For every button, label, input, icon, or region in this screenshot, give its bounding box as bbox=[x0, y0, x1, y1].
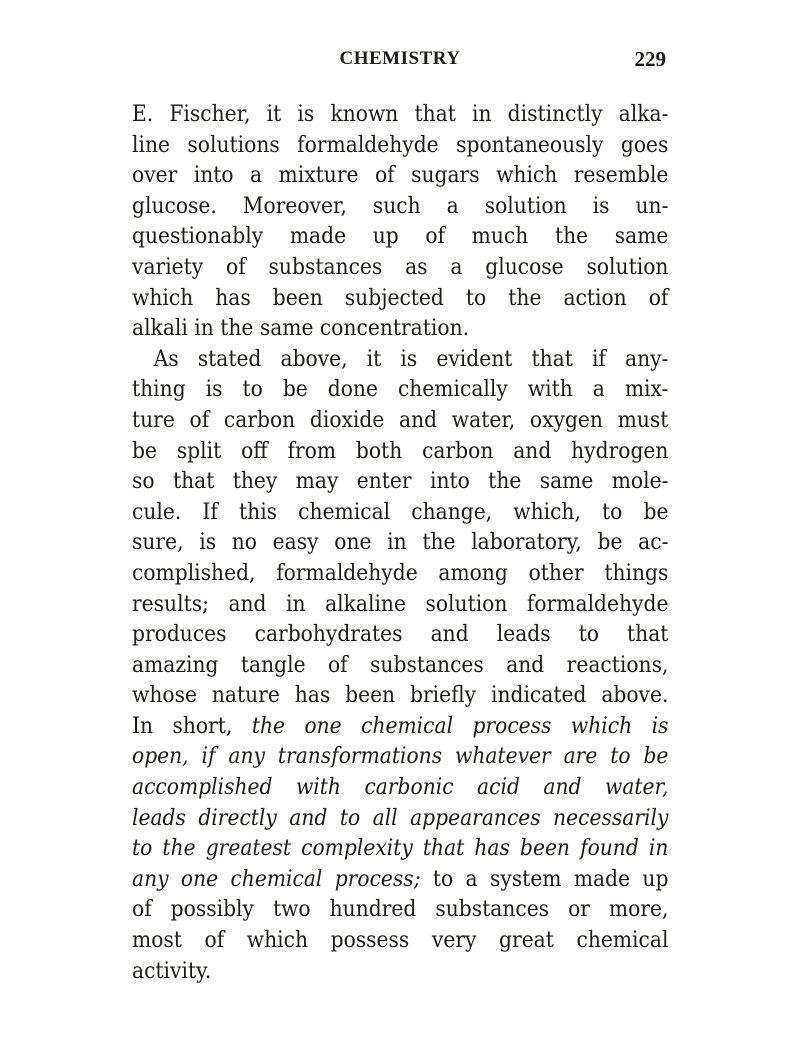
text-line bbox=[132, 803, 668, 834]
text-line bbox=[132, 497, 668, 528]
text-line bbox=[132, 191, 668, 222]
running-head bbox=[132, 38, 668, 78]
text-line bbox=[132, 558, 668, 589]
italic-text-segment: leads directly and to all appearances necessarily bbox=[132, 804, 669, 831]
text-line bbox=[132, 650, 668, 681]
text-line bbox=[132, 221, 668, 252]
body-text bbox=[132, 99, 668, 986]
text-segment: to a system made up bbox=[420, 865, 669, 892]
text-line bbox=[132, 283, 668, 314]
text-segment: glucose. Moreover, such a solution is un- bbox=[132, 192, 669, 219]
text-line bbox=[132, 772, 668, 803]
text-segment: questionably made up of much the same bbox=[132, 223, 669, 250]
text-segment: whose nature has been briefly indicated above. bbox=[132, 682, 669, 709]
text-line bbox=[132, 619, 668, 650]
text-line bbox=[132, 344, 668, 375]
text-line bbox=[132, 466, 668, 497]
text-segment: over into a mixture of sugars which resemble bbox=[132, 162, 669, 189]
italic-text-segment: accomplished with carbonic acid and water, bbox=[132, 774, 669, 801]
text-segment: ture of carbon dioxide and water, oxygen must bbox=[132, 406, 669, 433]
text-line bbox=[132, 741, 668, 772]
italic-text-segment: open, if any transformations whatever are to be bbox=[132, 743, 669, 770]
text-segment: sure, is no easy one in the laboratory, be ac- bbox=[132, 529, 669, 556]
text-segment: alkali in the same concentration. bbox=[132, 315, 470, 342]
running-title: CHEMISTRY bbox=[339, 48, 461, 69]
text-line bbox=[132, 864, 668, 895]
text-segment: variety of substances as a glucose solution bbox=[132, 253, 669, 280]
text-segment: complished, formaldehyde among other things bbox=[132, 559, 669, 586]
text-line bbox=[132, 160, 668, 191]
text-segment: cule. If this chemical change, which, to be bbox=[132, 498, 669, 525]
text-segment: In short, bbox=[132, 712, 252, 739]
text-segment: which has been subjected to the action of bbox=[132, 284, 669, 311]
text-line bbox=[132, 956, 668, 987]
italic-text-segment: the one chemical process which is bbox=[251, 712, 669, 739]
text-line bbox=[132, 680, 668, 711]
text-segment: produces carbohydrates and leads to that bbox=[132, 621, 669, 648]
text-segment: results; and in alkaline solution formaldehyde bbox=[132, 590, 669, 617]
text-segment: most of which possess very great chemical bbox=[132, 927, 669, 954]
italic-text-segment: any one chemical process; bbox=[132, 865, 421, 892]
text-segment: of possibly two hundred substances or more, bbox=[132, 896, 669, 923]
text-segment: activity. bbox=[132, 957, 212, 984]
text-line bbox=[132, 99, 668, 130]
text-segment: As stated above, it is evident that if any- bbox=[153, 345, 669, 372]
italic-text-segment: to the greatest complexity that has been found in bbox=[132, 835, 669, 862]
text-line bbox=[132, 313, 668, 344]
text-line bbox=[132, 405, 668, 436]
page-number: 229 bbox=[634, 47, 666, 71]
text-line bbox=[132, 833, 668, 864]
text-line bbox=[132, 925, 668, 956]
text-segment: so that they may enter into the same mole- bbox=[132, 468, 669, 495]
text-segment: line solutions formaldehyde spontaneously goes bbox=[132, 131, 669, 158]
text-line bbox=[132, 894, 668, 925]
text-line bbox=[132, 374, 668, 405]
text-segment: amazing tangle of substances and reactions, bbox=[132, 651, 669, 678]
text-line bbox=[132, 436, 668, 467]
text-line bbox=[132, 589, 668, 620]
book-page bbox=[132, 38, 668, 986]
text-line bbox=[132, 252, 668, 283]
text-segment: be split off from both carbon and hydrogen bbox=[132, 437, 669, 464]
text-segment: thing is to be done chemically with a mix- bbox=[132, 376, 669, 403]
text-line bbox=[132, 527, 668, 558]
text-segment: E. Fischer, it is known that in distinctly alka- bbox=[132, 101, 669, 127]
text-line bbox=[132, 711, 668, 742]
text-line bbox=[132, 130, 668, 161]
